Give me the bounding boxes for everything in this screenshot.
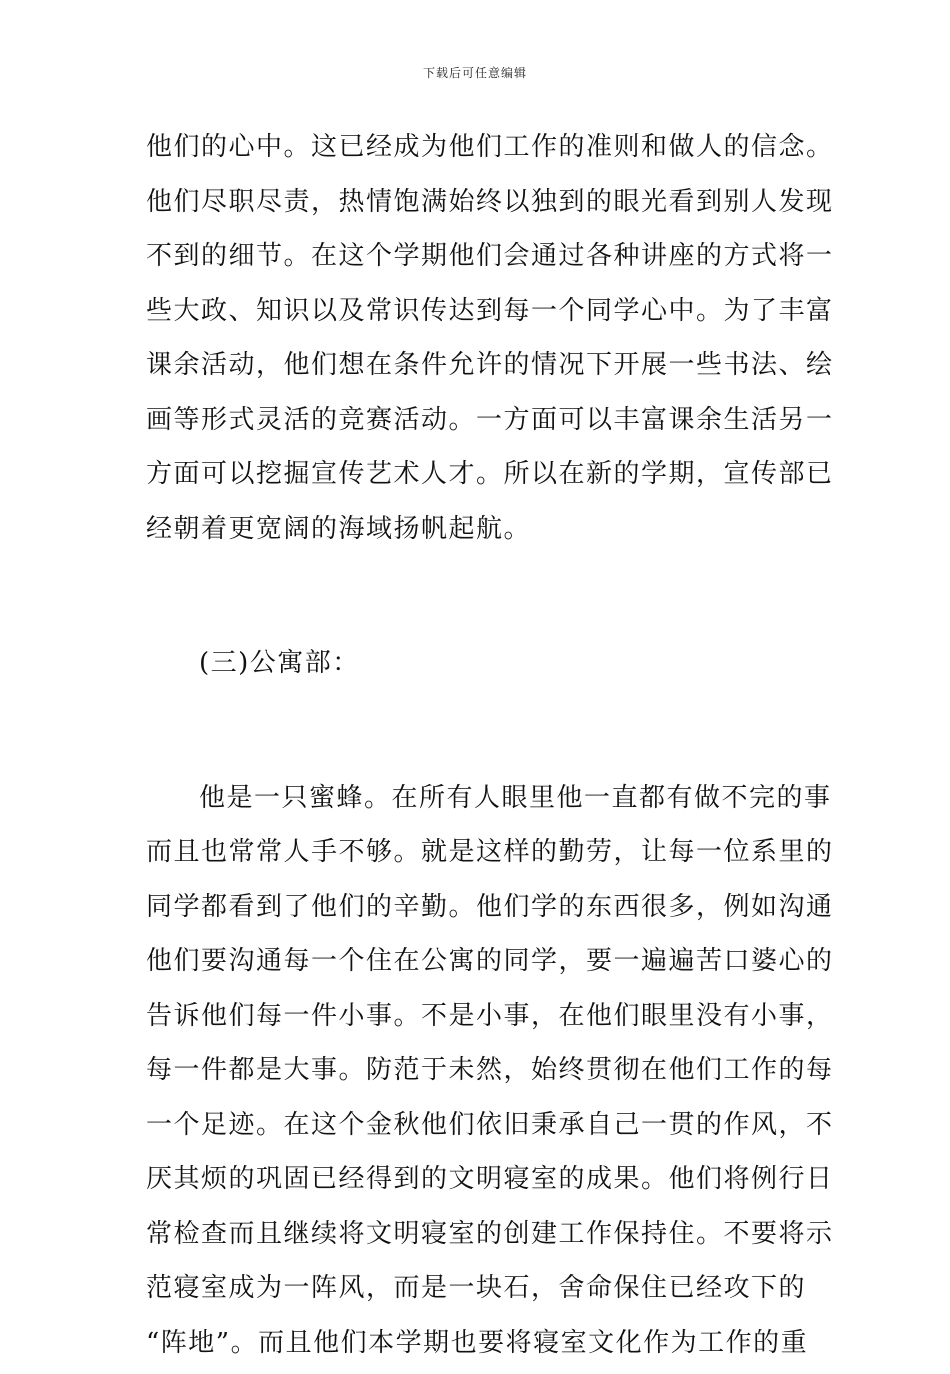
section-heading: (三)公寓部：	[146, 640, 806, 695]
spacer	[146, 560, 806, 640]
paragraph-line: 他们的心中。这已经成为他们工作的准则和做人的信念。	[146, 124, 806, 179]
page-header-text: 下载后可任意编辑	[0, 64, 950, 81]
paragraph-line: 课余活动，他们想在条件允许的情况下开展一些书法、绘	[146, 342, 806, 397]
paragraph-dormitory-dept	[146, 775, 806, 1374]
paragraph-line: 不到的细节。在这个学期他们会通过各种讲座的方式将一	[146, 233, 806, 288]
paragraph-line: 而且也常常人手不够。就是这样的勤劳，让每一位系里的	[146, 829, 806, 884]
paragraph-line: 厌其烦的巩固已经得到的文明寝室的成果。他们将例行日	[146, 1156, 806, 1211]
paragraph-line: 告诉他们每一件小事。不是小事，在他们眼里没有小事，	[146, 993, 806, 1048]
paragraph-line: “阵地”。而且他们本学期也要将寝室文化作为工作的重	[146, 1320, 806, 1374]
paragraph-line: 同学都看到了他们的辛勤。他们学的东西很多，例如沟通	[146, 884, 806, 939]
paragraph-line: 一个足迹。在这个金秋他们依旧秉承自己一贯的作风，不	[146, 1102, 806, 1157]
paragraph-line: 他是一只蜜蜂。在所有人眼里他一直都有做不完的事	[146, 775, 806, 830]
paragraph-line: 些大政、知识以及常识传达到每一个同学心中。为了丰富	[146, 288, 806, 343]
document-body	[146, 124, 806, 1374]
paragraph-propaganda-dept	[146, 124, 806, 560]
paragraph-line: 经朝着更宽阔的海域扬帆起航。	[146, 506, 806, 561]
paragraph-line: 他们尽职尽责，热情饱满始终以独到的眼光看到别人发现	[146, 179, 806, 234]
paragraph-line: 画等形式灵活的竞赛活动。一方面可以丰富课余生活另一	[146, 397, 806, 452]
paragraph-line: 常检查而且继续将文明寝室的创建工作保持住。不要将示	[146, 1211, 806, 1266]
spacer	[146, 695, 806, 775]
paragraph-line: 方面可以挖掘宣传艺术人才。所以在新的学期，宣传部已	[146, 451, 806, 506]
paragraph-line: 每一件都是大事。防范于未然，始终贯彻在他们工作的每	[146, 1047, 806, 1102]
paragraph-line: 他们要沟通每一个住在公寓的同学，要一遍遍苦口婆心的	[146, 938, 806, 993]
paragraph-line: 范寝室成为一阵风，而是一块石，舍命保住已经攻下的	[146, 1265, 806, 1320]
